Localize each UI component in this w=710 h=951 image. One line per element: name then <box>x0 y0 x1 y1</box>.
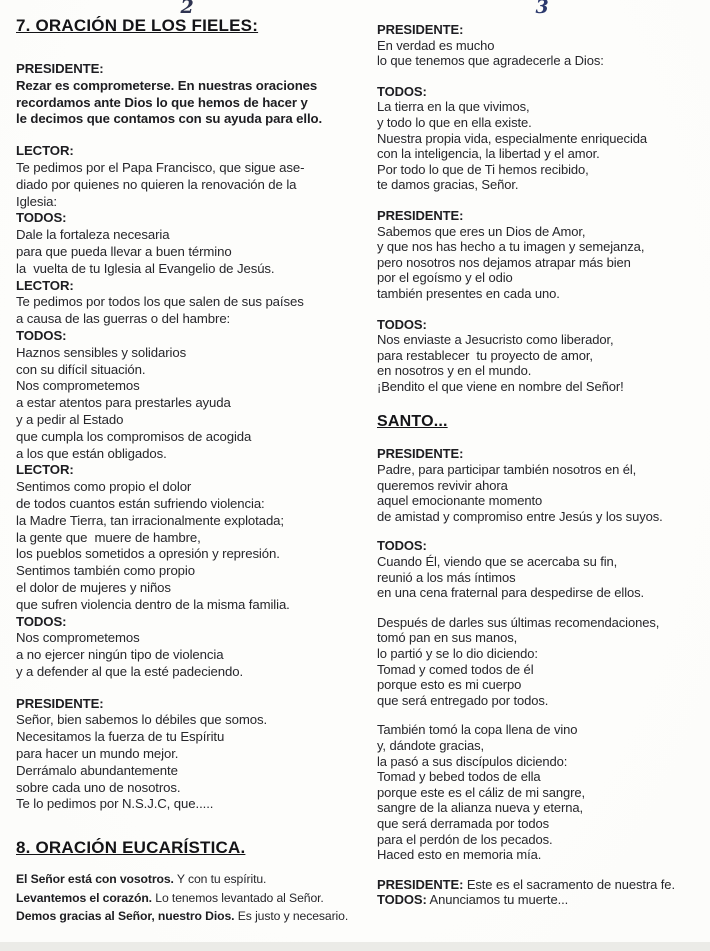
text-line: la pasó a sus discípulos diciendo: <box>377 753 568 769</box>
versicle-bold: Demos gracias al Señor, nuestro Dios. <box>16 909 235 924</box>
text-line: Nuestra propia vida, especialmente enriquecida <box>377 130 648 146</box>
text-line: Padre, para participar también nosotros en él, <box>377 462 637 478</box>
text-line: Haced esto en memoria mía. <box>377 847 542 863</box>
paragraph-gap <box>377 863 707 877</box>
text-line: Te lo pedimos por N.S.J.C, que..... <box>16 796 214 812</box>
paragraph-gap <box>377 524 707 538</box>
text-line: Haznos sensibles y solidarios <box>16 344 187 360</box>
text-line: que sufren violencia dentro de la misma familia. <box>16 596 290 612</box>
text-line: con la inteligencia, la libertad y el amor. <box>377 146 600 162</box>
text-line: la gente que muere de hambre, <box>16 529 201 545</box>
speaker-label: TODOS: <box>377 316 427 332</box>
text-line: Sabemos que eres un Dios de Amor, <box>377 223 586 239</box>
paragraph-gap <box>377 708 707 722</box>
page-3-column <box>377 0 707 908</box>
text-line: y todo lo que en ella existe. <box>377 114 532 130</box>
text-line: Te pedimos por el Papa Francisco, que sigue ase- <box>16 159 305 175</box>
response-text: Y con tu espíritu. <box>173 872 267 887</box>
text-line: Por todo lo que de Ti hemos recibido, <box>377 161 589 177</box>
text-line: También tomó la copa llena de vino <box>377 722 578 738</box>
paragraph-gap <box>377 601 707 615</box>
paragraph <box>16 479 358 613</box>
paragraph <box>16 227 358 277</box>
text-line: Dale la fortaleza necesaria <box>16 227 170 243</box>
text-line: te damos gracias, Señor. <box>377 177 519 193</box>
text-line: Nos comprometemos <box>16 378 140 394</box>
section-heading: SANTO... <box>377 413 448 431</box>
text-line: la Madre Tierra, tan irracionalmente explotada; <box>16 512 284 528</box>
page-number-left: 2 <box>180 0 194 18</box>
text-line: pero nosotros nos dejamos atrapar más bien <box>377 254 631 270</box>
paragraph <box>377 99 707 193</box>
speaker-label: PRESIDENTE: <box>16 61 104 76</box>
text-line: Tomad y comed todos de él <box>377 661 534 677</box>
speaker-inline-line <box>377 892 707 908</box>
text-line: porque este es el cáliz de mi sangre, <box>377 784 586 800</box>
text-line: de amistad y compromiso entre Jesús y los suyos. <box>377 508 663 524</box>
text-line: Derrámalo abundantemente <box>16 762 178 778</box>
paragraph-gap <box>16 859 358 870</box>
paragraph <box>377 554 707 601</box>
paragraph-gap <box>377 302 707 317</box>
paragraph <box>16 345 358 463</box>
text-line: y, dándote gracias, <box>377 737 484 753</box>
text-line: Nos comprometemos <box>16 630 140 646</box>
paragraph <box>377 722 707 862</box>
text-line: tomó pan en sus manos, <box>377 630 518 646</box>
text-line: de todos cuantos están sufriendo violencia: <box>16 495 265 511</box>
paragraph-gap <box>377 394 707 411</box>
text-line: sangre de la alianza nueva y eterna, <box>377 800 583 816</box>
paragraph-gap <box>16 813 358 837</box>
paragraph <box>16 630 358 680</box>
speaker-inline-label: PRESIDENTE: <box>377 876 464 892</box>
paragraph-gap <box>377 69 707 84</box>
response-text: Es justo y necesario. <box>234 909 349 924</box>
text-line: lo partió y se lo dio diciendo: <box>377 646 538 661</box>
text-line: que será derramada por todos <box>377 815 550 831</box>
text-line: a no ejercer ningún tipo de violencia <box>16 647 224 663</box>
text-line: Te pedimos por todos los que salen de sus países <box>16 294 304 310</box>
text-line: ¡Bendito el que viene en nombre del Señor! <box>377 378 624 394</box>
text-line: los pueblos sometidos a opresión y represión. <box>16 546 280 562</box>
paragraph <box>16 712 358 813</box>
speaker-label: PRESIDENTE: <box>377 207 464 223</box>
text-line: Iglesia: <box>16 193 57 209</box>
text-line: Señor, bien sabemos lo débiles que somos. <box>16 712 268 728</box>
text-line: La tierra en la que vivimos, <box>377 99 530 115</box>
speaker-label: TODOS: <box>16 327 67 343</box>
speaker-inline-text: Anunciamos tu muerte... <box>426 892 569 908</box>
paragraph <box>377 462 707 524</box>
section-heading: 8. ORACIÓN EUCARÍSTICA. <box>16 838 246 858</box>
versicle-bold: El Señor está con vosotros. <box>16 872 174 887</box>
text-line: Cuando Él, viendo que se acercaba su fin, <box>377 554 618 570</box>
paragraph-gap <box>377 193 707 208</box>
text-line: por el egoísmo y el odio <box>377 270 513 286</box>
text-line: Sentimos como propio el dolor <box>16 479 192 495</box>
scan-bottom-shadow <box>0 942 710 951</box>
text-line: porque esto es mi cuerpo <box>377 677 522 693</box>
text-line: para hacer un mundo mejor. <box>16 746 179 762</box>
text-line: Necesitamos la fuerza de tu Espíritu <box>16 729 225 745</box>
text-line: también presentes en cada uno. <box>377 285 560 301</box>
paragraph <box>16 294 358 328</box>
text-line: diado por quienes no quieren la renovación de la <box>16 176 297 192</box>
paragraph-gap <box>16 128 358 143</box>
text-line: en una cena fraternal para despedirse de ellos. <box>377 585 645 601</box>
text-line: a estar atentos para prestarles ayuda <box>16 395 231 411</box>
paragraph <box>377 38 707 69</box>
speaker-inline-line <box>377 877 707 893</box>
response-text: Lo tenemos levantado al Señor. <box>151 890 324 905</box>
text-line: lo que tenemos que agradecerle a Dios: <box>377 53 604 69</box>
speaker-inline-text: Este es el sacramento de nuestra fe. <box>463 876 675 892</box>
paragraph-gap <box>377 433 707 446</box>
text-line: en nosotros y en el mundo. <box>377 363 532 379</box>
text-line: para el perdón de los pecados. <box>377 831 553 847</box>
paragraph <box>377 224 707 302</box>
speaker-inline-label: TODOS: <box>377 892 427 908</box>
speaker-label: LECTOR: <box>16 462 74 478</box>
speaker-label: TODOS: <box>377 83 427 99</box>
text-line: para restablecer tu proyecto de amor, <box>377 347 593 363</box>
text-line: a los que están obligados. <box>16 445 167 461</box>
versicle-response-block <box>16 870 358 926</box>
speaker-label: PRESIDENTE: <box>377 22 464 37</box>
section-heading: 7. ORACIÓN DE LOS FIELES: <box>16 16 259 35</box>
text-line: para que pueda llevar a buen término <box>16 243 232 259</box>
page-2-column <box>16 0 358 926</box>
text-line: y que nos has hecho a tu imagen y semejanza, <box>377 239 645 255</box>
text-line: le decimos que contamos con su ayuda para ello. <box>16 111 323 127</box>
text-line: con su difícil situación. <box>16 361 146 377</box>
speaker-label: LECTOR: <box>16 143 74 159</box>
text-line: Después de darles sus últimas recomendaciones, <box>377 614 660 630</box>
page-2-content <box>16 15 358 926</box>
text-line: la vuelta de tu Iglesia al Evangelio de Jesús. <box>16 260 275 276</box>
text-line: Rezar es comprometerse. En nuestras oraciones <box>16 77 318 93</box>
text-line: que cumpla los compromisos de acogida <box>16 428 252 444</box>
text-line: reunió a los más íntimos <box>377 569 516 585</box>
text-line: que será entregado por todos. <box>377 692 549 708</box>
text-line: y a defender al que la esté padeciendo. <box>16 663 244 679</box>
text-line: y a pedir al Estado <box>16 411 124 427</box>
versicle-bold: Levantemos el corazón. <box>16 890 152 905</box>
speaker-label: PRESIDENTE: <box>377 446 464 462</box>
text-line: aquel emocionante momento <box>377 493 543 509</box>
text-line: a causa de las guerras o del hambre: <box>16 311 231 327</box>
text-line: En verdad es mucho <box>377 37 495 53</box>
speaker-label: PRESIDENTE: <box>16 695 104 711</box>
speaker-label: TODOS: <box>16 613 67 629</box>
page-number-right: 3 <box>535 0 549 18</box>
paragraph <box>16 78 358 128</box>
paragraph-gap <box>16 681 358 696</box>
text-line: Sentimos también como propio <box>16 563 195 579</box>
speaker-label: TODOS: <box>16 210 67 226</box>
paragraph <box>16 160 358 210</box>
text-line: sobre cada uno de nosotros. <box>16 779 181 795</box>
paragraph-gap <box>16 37 358 61</box>
text-line: Tomad y bebed todos de ella <box>377 769 541 785</box>
speaker-label: TODOS: <box>377 538 427 554</box>
versicle-response-line <box>16 907 358 926</box>
paragraph <box>377 615 707 709</box>
page-3-content <box>377 22 707 908</box>
text-line: el dolor de mujeres y niños <box>16 579 171 595</box>
versicle-response-line <box>16 889 358 908</box>
speaker-label: LECTOR: <box>16 277 74 293</box>
text-line: Nos enviaste a Jesucristo como liberador, <box>377 332 614 348</box>
text-line: queremos revivir ahora <box>377 477 508 493</box>
paragraph <box>377 332 707 394</box>
text-line: recordamos ante Dios lo que hemos de hacer y <box>16 94 308 110</box>
versicle-response-line <box>16 870 358 889</box>
